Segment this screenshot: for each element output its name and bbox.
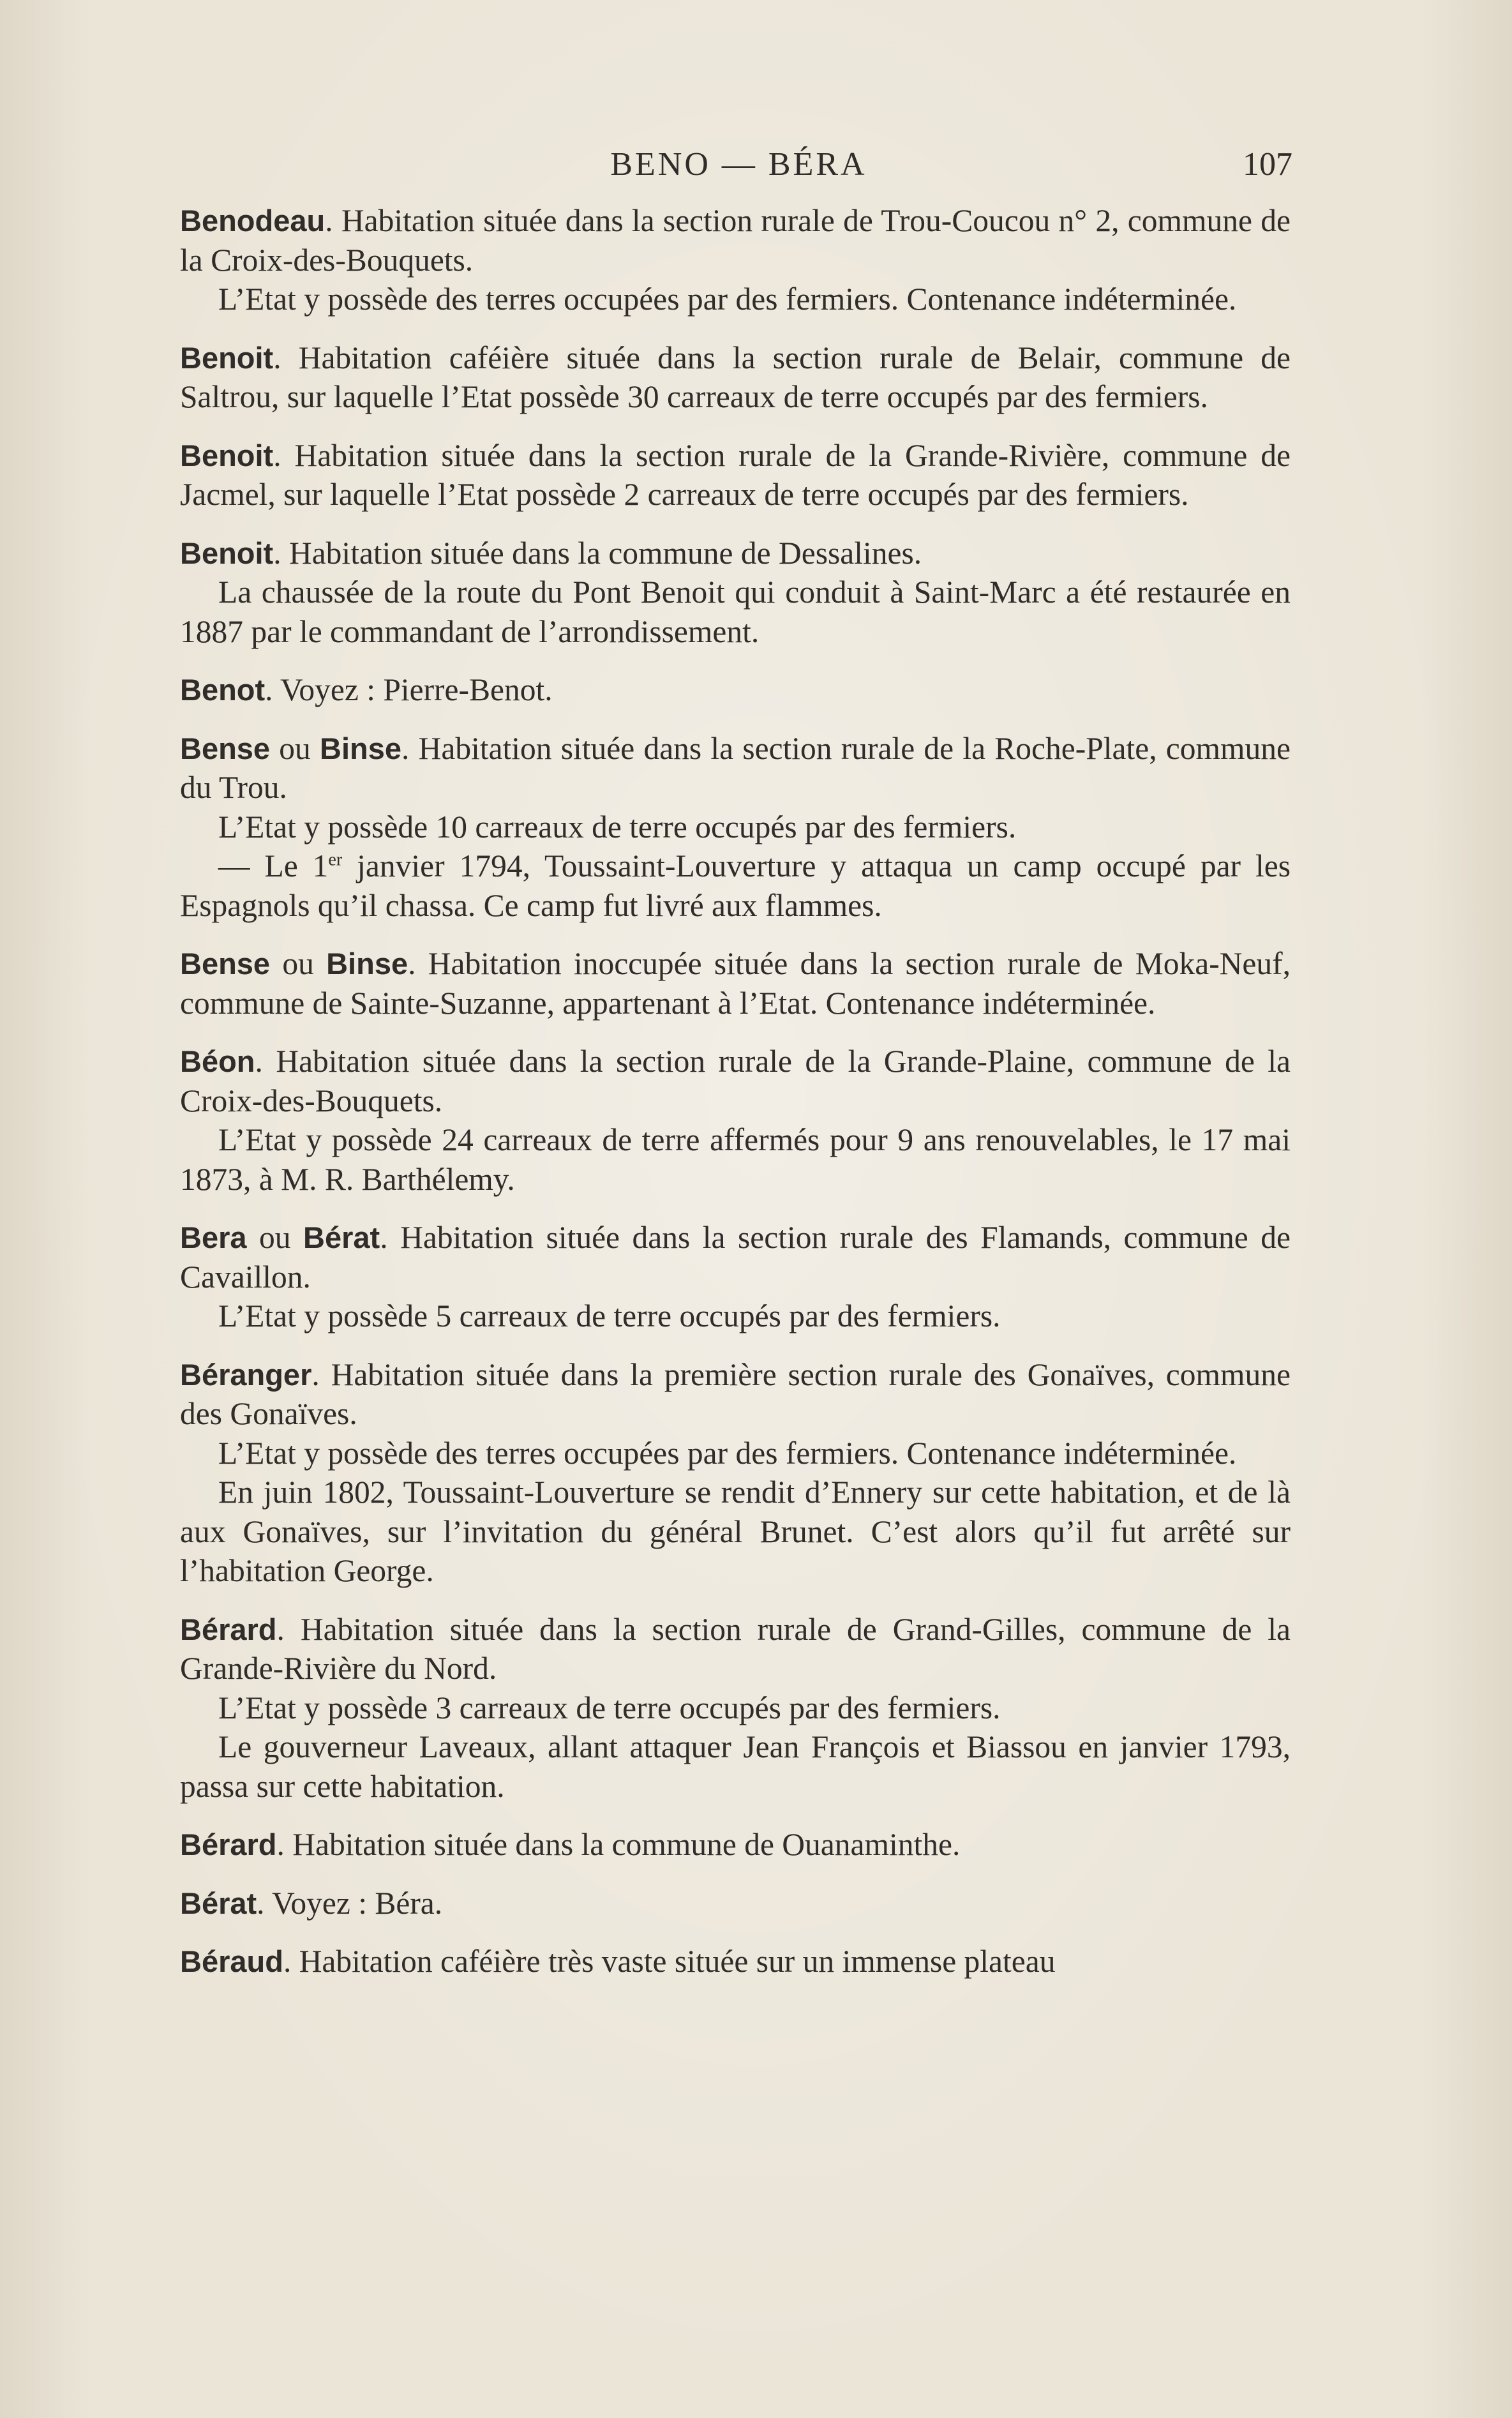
entry-text: . Voyez : Pierre-Benot. (265, 672, 553, 707)
entry-text: . Habitation située dans la section rurale de Grand-Gilles, commune de la Grande-Rivière du Nord. (180, 1611, 1291, 1686)
entry-text: . Habitation caféière située dans la section rurale de Belair, commune de Saltrou, sur laquelle l’Etat possède 30 carreaux de terre occupés par des fermiers. (180, 340, 1291, 414)
entry-paragraph: L’Etat y possède des terres occupées par des fermiers. Contenance indéterminée. (218, 282, 1237, 317)
entry-paragraph: L’Etat y possède 3 carreaux de terre occupés par des fermiers. (218, 1690, 1001, 1725)
entry-berat (180, 1884, 1291, 1923)
headword: Béranger (180, 1357, 312, 1392)
entry-beon (180, 1042, 1291, 1199)
entry-paragraph: En juin 1802, Toussaint-Louverture se rendit d’Ennery sur cette habitation, et de là aux Gonaïves, sur l’invitation du général Brunet. C’est alors qu’il fut arrêté sur l’habitation George. (180, 1475, 1291, 1588)
entry-text: . Habitation inoccupée située dans la section rurale de Moka-Neuf, commune de Sainte-Suzanne, appartenant à l’Etat. Contenance indéterminée. (180, 946, 1291, 1021)
headword: Bense (180, 947, 271, 980)
entry-paragraph: L’Etat y possède des terres occupées par des fermiers. Contenance indéterminée. (218, 1435, 1237, 1471)
entry-benoit-dessalines (180, 534, 1291, 652)
entry-bense-trou (180, 729, 1291, 926)
entry-text: . Habitation située dans la commune de Ouanaminthe. (276, 1827, 961, 1862)
entry-benoit-jacmel (180, 436, 1291, 514)
headword: Bérat (180, 1886, 257, 1920)
headword: Béraud (180, 1944, 283, 1978)
ordinal-superscript: er (328, 850, 343, 870)
entry-paragraph: L’Etat y possède 24 carreaux de terre affermés pour 9 ans renouvelables, le 17 mai 1873, à M. R. Barthélemy. (180, 1122, 1291, 1197)
conjunction: ou (270, 730, 320, 766)
headword: Béon (180, 1044, 255, 1078)
entry-text: . Habitation située dans la section rurale des Flamands, commune de Cavaillon. (180, 1220, 1291, 1295)
entry-beranger (180, 1355, 1291, 1591)
headword: Benodeau (180, 204, 326, 237)
entry-benodeau (180, 201, 1291, 319)
page-number: 107 (1243, 146, 1292, 183)
entry-text: . Habitation située dans la première section rurale des Gonaïves, commune des Gonaïves. (180, 1356, 1291, 1431)
entry-text: . Habitation située dans la section rurale de la Roche-Plate, commune du Trou. (180, 730, 1291, 805)
entry-text: . Habitation située dans la section rurale de Trou-Coucou n° 2, commune de la Croix-des-Bouquets. (180, 203, 1291, 278)
headword-variant: Bérat (303, 1220, 380, 1254)
entry-paragraph: La chaussée de la route du Pont Benoit qui conduit à Saint-Marc a été restaurée en 1887 par le commandant de l’arrondissement. (180, 574, 1291, 649)
entry-text: . Habitation située dans la section rurale de la Grande-Plaine, commune de la Croix-des-Bouquets. (180, 1044, 1291, 1118)
history-text-end: janvier 1794, Toussaint-Louverture y attaqua un camp occupé par les Espagnols qu’il chassa. Ce camp fut livré aux flammes. (180, 848, 1291, 923)
headword: Benoit (180, 536, 274, 570)
entry-text: . Habitation caféière très vaste située sur un immense plateau (283, 1944, 1056, 1979)
headword: Benoit (180, 340, 274, 375)
headword-variant: Binse (320, 731, 402, 765)
entry-paragraph: L’Etat y possède 5 carreaux de terre occupés par des fermiers. (218, 1298, 1001, 1333)
entry-text: . Voyez : Béra. (257, 1885, 443, 1921)
entry-bense-moka-neuf (180, 944, 1291, 1023)
headword: Bera (180, 1220, 247, 1254)
page-header (179, 146, 1299, 190)
entry-berard-ouanaminthe (180, 1825, 1291, 1865)
entry-text: . Habitation située dans la commune de Dessalines. (273, 535, 922, 571)
running-title: BENO — BÉRA (610, 146, 867, 183)
entry-benot (180, 670, 1291, 710)
entry-berard-grand-gilles (180, 1610, 1291, 1806)
headword: Benoit (180, 438, 274, 472)
entry-paragraph-history (180, 846, 1291, 925)
headword: Bense (180, 731, 271, 765)
dictionary-body (180, 201, 1291, 2001)
headword: Benot (180, 673, 266, 707)
headword-variant: Binse (326, 947, 408, 980)
headword: Bérard (180, 1828, 277, 1861)
entry-benoit-belair (180, 338, 1291, 417)
entry-paragraph: Le gouverneur Laveaux, allant attaquer Jean François et Biassou en janvier 1793, passa sur cette habitation. (180, 1729, 1291, 1804)
conjunction: ou (246, 1220, 304, 1255)
entry-text: . Habitation située dans la section rurale de la Grande-Rivière, commune de Jacmel, sur laquelle l’Etat possède 2 carreaux de terre occupés par des fermiers. (180, 437, 1291, 512)
history-text-start: — Le 1 (218, 848, 329, 883)
entry-paragraph: L’Etat y possède 10 carreaux de terre occupés par des fermiers. (218, 809, 1017, 845)
entry-beraud (180, 1942, 1291, 1981)
headword: Bérard (180, 1612, 277, 1646)
entry-bera (180, 1218, 1291, 1336)
conjunction: ou (270, 946, 327, 981)
